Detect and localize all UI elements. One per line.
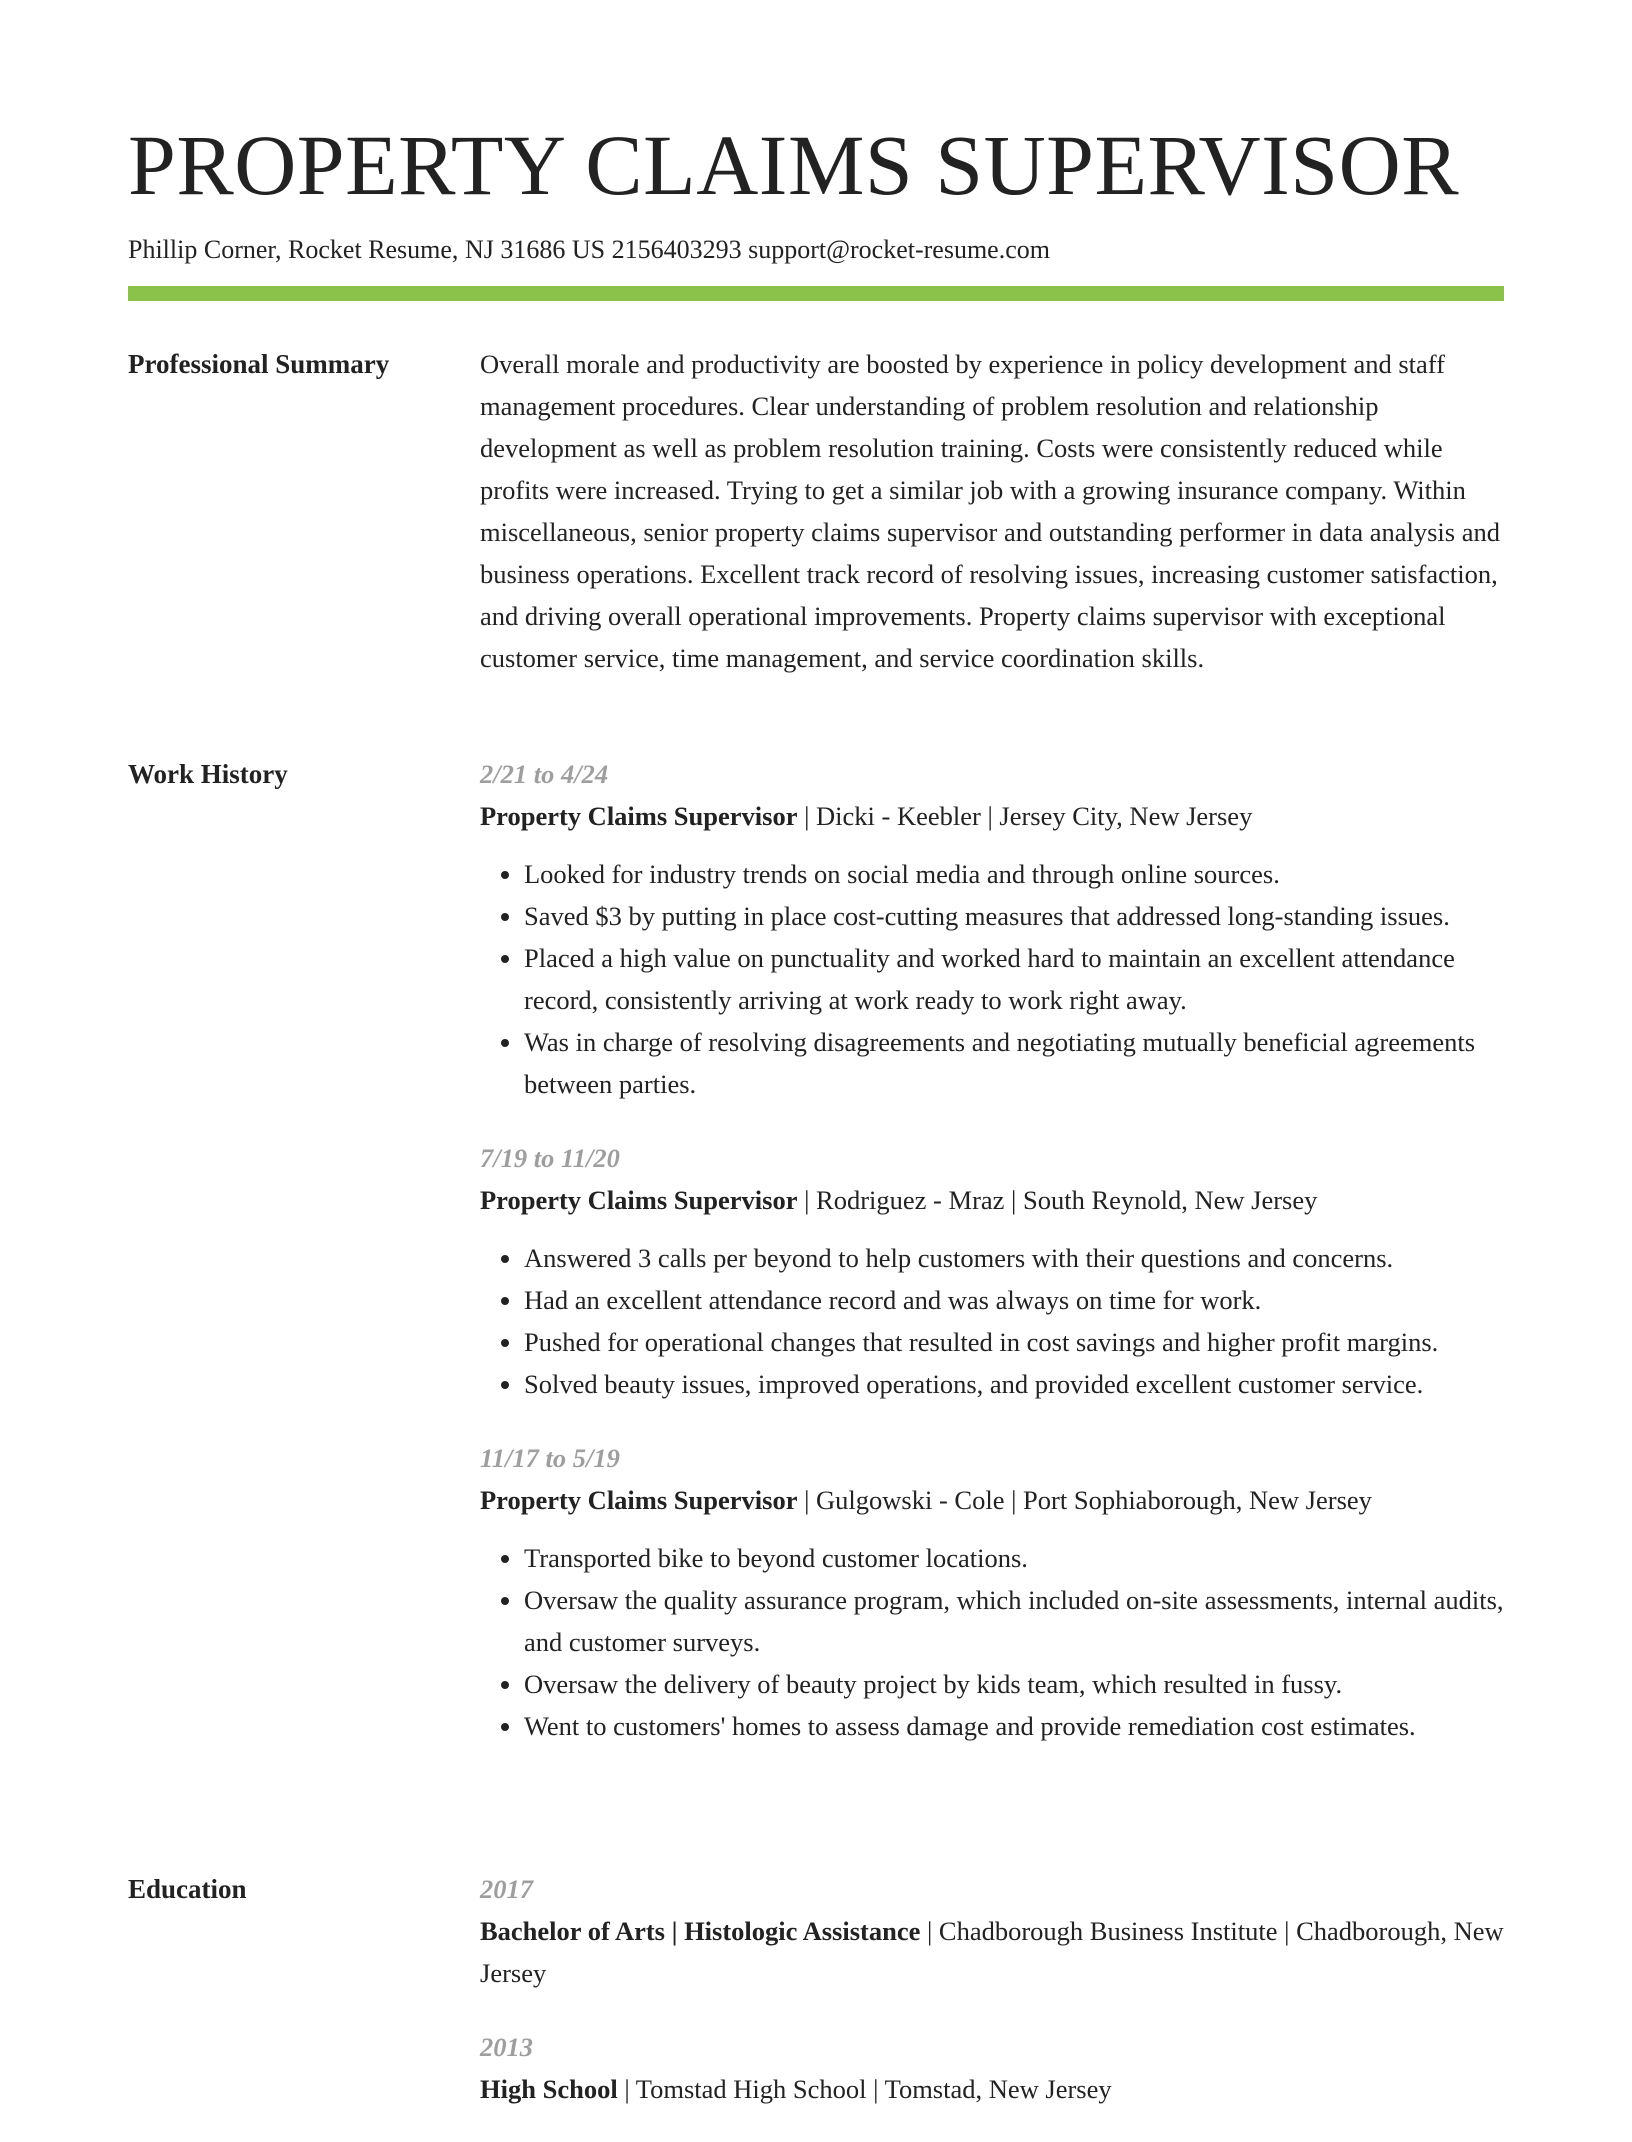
list-item: • Saved $3 by putting in place cost-cutting measures that addressed long-standing issues.: [524, 895, 1504, 937]
job-bullets: [480, 1237, 1504, 1405]
section-label: Professional Summary: [128, 349, 390, 379]
education-entry: [480, 1868, 1504, 1994]
list-item: • Had an excellent attendance record and was always on time for work.: [524, 1279, 1504, 1321]
list-item: • Transported bike to beyond customer locations.: [524, 1537, 1504, 1579]
education-heading: [480, 2068, 1504, 2110]
job-heading: [480, 795, 1504, 837]
education-details: | Tomstad High School | Tomstad, New Jersey: [617, 2074, 1112, 2104]
job-heading: [480, 1479, 1504, 1521]
job-entry: [480, 1137, 1504, 1405]
job-date: 7/19 to 11/20: [480, 1143, 620, 1173]
list-item: • Answered 3 calls per beyond to help customers with their questions and concerns.: [524, 1237, 1504, 1279]
resume-title: PROPERTY CLAIMS SUPERVISOR: [128, 117, 1460, 213]
job-bullets: [480, 853, 1504, 1105]
education-entry: [480, 2026, 1504, 2110]
section-label: Work History: [128, 759, 288, 789]
job-title: Property Claims Supervisor: [480, 1485, 798, 1515]
list-item: • Pushed for operational changes that resulted in cost savings and higher profit margins.: [524, 1321, 1504, 1363]
job-details: | Gulgowski - Cole | Port Sophiaborough, New Jersey: [797, 1485, 1372, 1515]
section-body: [480, 1868, 1504, 2142]
job-details: | Rodriguez - Mraz | South Reynold, New Jersey: [797, 1185, 1318, 1215]
contact-name: Phillip Corner,: [128, 235, 282, 264]
header-divider: [128, 286, 1504, 301]
job-date: 2/21 to 4/24: [480, 759, 609, 789]
education-degree: Bachelor of Arts | Histologic Assistance: [480, 1916, 921, 1946]
job-title: Property Claims Supervisor: [480, 801, 798, 831]
section-body: [480, 753, 1504, 1779]
education-details: | Chadborough Business Institute | Chadborough, New Jersey: [480, 1916, 1504, 1988]
list-item: • Solved beauty issues, improved operations, and provided excellent customer service.: [524, 1363, 1504, 1405]
contact-location: NJ 31686 US: [464, 235, 606, 264]
summary-text: Overall morale and productivity are boosted by experience in policy development and staff management procedures. Clear understanding of problem resolution and relationship development as well as problem resolution training. Costs were consistently reduced while profits were increased. Trying to get a similar job with a growing insurance company. Within miscellaneous, senior property claims supervisor and outstanding performer in data analysis and business operations. Excellent track record of resolving issues, increasing customer satisfaction, and driving overall operational improvements. Property claims supervisor with exceptional customer service, time management, and service coordination skills.: [480, 349, 1500, 673]
list-item: • Looked for industry trends on social media and through online sources.: [524, 853, 1504, 895]
education-date: 2017: [480, 1874, 533, 1904]
education-heading: [480, 1910, 1504, 1994]
list-item: • Oversaw the delivery of beauty project by kids team, which resulted in fussy.: [524, 1663, 1504, 1705]
job-heading: [480, 1179, 1504, 1221]
contact-company: Rocket Resume,: [288, 235, 459, 264]
list-item: • Went to customers' homes to assess damage and provide remediation cost estimates.: [524, 1705, 1504, 1747]
education-degree: High School: [480, 2074, 618, 2104]
education-date: 2013: [480, 2032, 533, 2062]
contact-email: support@rocket-resume.com: [748, 235, 1050, 264]
contact-line: [128, 234, 1050, 265]
job-details: | Dicki - Keebler | Jersey City, New Jersey: [797, 801, 1253, 831]
list-item: • Oversaw the quality assurance program, which included on-site assessments, internal audits, and customer surveys.: [524, 1579, 1504, 1663]
section-label: Education: [128, 1874, 247, 1904]
job-bullets: [480, 1537, 1504, 1747]
job-date: 11/17 to 5/19: [480, 1443, 620, 1473]
contact-phone: 2156403293: [611, 235, 742, 264]
job-entry: [480, 753, 1504, 1105]
list-item: • Placed a high value on punctuality and worked hard to maintain an excellent attendance record, consistently arriving at work ready to work right away.: [524, 937, 1504, 1021]
job-entry: [480, 1437, 1504, 1747]
section-body: [480, 343, 1504, 679]
job-title: Property Claims Supervisor: [480, 1185, 798, 1215]
list-item: • Was in charge of resolving disagreements and negotiating mutually beneficial agreements between parties.: [524, 1021, 1504, 1105]
